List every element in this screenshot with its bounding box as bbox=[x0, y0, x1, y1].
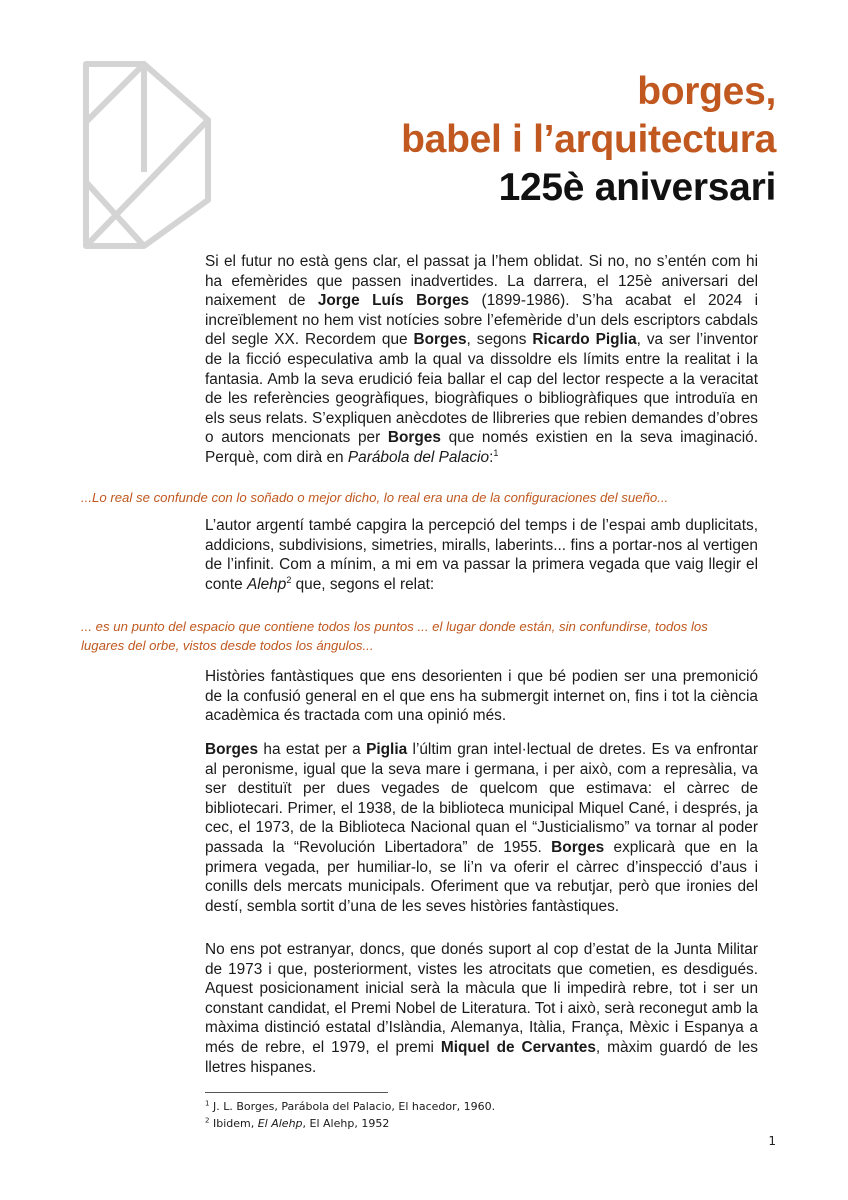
bold-name: Piglia bbox=[366, 741, 408, 758]
bold-name: Borges bbox=[551, 838, 605, 856]
bold-name: Borges bbox=[205, 741, 259, 758]
text: l’últim gran intel·lectual de dretes. Es va enfrontar al peronisme, igual que la seva mare i germana, i per això, com a represàlia, va ser destituït per dues vegades de quelcom que estimava: el càrrec de bibliotecari. Primer, el 1938, de la biblioteca municipal Miquel Cané, i després, ja cec, el 1973, de la Biblioteca Nacional quan el “Justicialismo” va tornar al poder passada la “Revolución Libertadora” de 1955. bbox=[205, 741, 758, 856]
footnote-divider bbox=[205, 1092, 388, 1093]
footnotes bbox=[205, 1098, 495, 1132]
italic-title: Parábola del Palacio bbox=[347, 448, 490, 466]
text: : bbox=[489, 448, 494, 466]
text: , va ser l’inventor de la ficció especulativa amb la qual va dissoldre els límits entre la realitat i la fantasia. Amb la seva erudició feia ballar el cap del lector respecte a la veracitat de les referències geogràfiques, biogràfiques o bibliogràfiques que introduïa en els seus relats. S’expliquen anècdotes de llibreries que rebien demandes d’obres o autors mencionats per bbox=[205, 331, 758, 447]
italic-title: Alehp bbox=[246, 575, 287, 593]
text: , segons bbox=[466, 331, 533, 349]
text: que, segons el relat: bbox=[291, 575, 435, 593]
paragraph-4 bbox=[205, 740, 758, 916]
bold-name: Ricardo Piglia bbox=[532, 331, 637, 349]
text: No ens pot estranyar, doncs, que donés suport al cop d’estat de la Junta Militar de 1973 i que, posteriorment, vistes les atrocitats que cometien, es desdigués. Aquest posicionament inicial serà la màcula que li impedirà rebre, tot i ser un constant candidat, el Premi Nobel de Literatura. Tot i això, serà reconegut amb la màxima distinció estatal d’Islàndia, Alemanya, Itàlia, França, Mèxic i Espanya a més de rebre, el 1979, el premi bbox=[205, 941, 758, 1056]
text: (1899-1986). S’ha acabat el 2024 i increïblement no hem vist notícies sobre l’efemèride d’un dels escriptors cabdals del segle XX. Recordem que bbox=[205, 292, 758, 349]
footnote-2 bbox=[205, 1115, 495, 1132]
bold-name: Borges bbox=[387, 429, 441, 447]
text: , màxim guardó de les lletres hispanes. bbox=[205, 1038, 758, 1076]
text: explicarà que en la primera vegada, per humiliar-lo, se li’n va oferir el càrrec d’inspecció d’aus i conills dels mercats municipals. Oferiment que va rebutjar, però que ironies del destí, sembla sortit d’una de les seves històries fantàstiques. bbox=[205, 838, 758, 915]
paragraph-5 bbox=[205, 940, 758, 1077]
bold-name: Borges bbox=[413, 331, 467, 349]
text: Històries fantàstiques que ens desorienten i que bé podien ser una premonició de la confusió general en el que ens ha submergit internet on, fins i tot la ciència acadèmica és tractada com una opinió més. bbox=[205, 668, 758, 725]
paragraph-2 bbox=[205, 516, 758, 594]
bold-name: Miquel de Cervantes bbox=[440, 1038, 596, 1056]
footnote-ref[interactable]: 2 bbox=[286, 574, 292, 585]
footnote-text: J. L. Borges, Parábola del Palacio, El hacedor, 1960. bbox=[212, 1100, 496, 1113]
text: Si el futur no està gens clar, el passat ja l’hem oblidat. Si no, no s’entén com hi ha efemèrides que passen inadvertides. La darrera, el 125è aniversari del naixement de bbox=[205, 253, 758, 310]
text: ha estat per a bbox=[258, 741, 367, 758]
paragraph-3 bbox=[205, 667, 758, 726]
title-line-3: 125è aniversari bbox=[498, 166, 776, 209]
paragraph-1 bbox=[205, 252, 758, 468]
quote-2: ... es un punto del espacio que contiene todos los puntos ... el lugar donde están, sin confundirse, todos los lugares del orbe, vistos desde todos los ángulos... bbox=[81, 619, 708, 653]
footnote-ref[interactable]: 1 bbox=[493, 447, 499, 458]
title-line-2: babel i l’arquitectura bbox=[401, 118, 776, 161]
bold-name: Jorge Luís Borges bbox=[317, 292, 470, 310]
architectural-logo-icon bbox=[82, 60, 214, 250]
footnote-italic: El Alehp bbox=[257, 1117, 303, 1130]
text: L’autor argentí també capgira la percepció del temps i de l’espai amb duplicitats, addicions, subdivisions, simetries, miralls, laberints... fins a portar-nos al vertigen de l’infinit. Com a mínim, a mi em va passar la primera vegada que vaig llegir el conte bbox=[205, 517, 758, 593]
footnote-number: 1 bbox=[205, 1099, 210, 1108]
title-block bbox=[401, 68, 776, 212]
text: que només existien en la seva imaginació. Perquè, com dirà en bbox=[205, 429, 758, 466]
footnote-1 bbox=[205, 1098, 495, 1115]
footnote-text: Ibidem, bbox=[212, 1117, 258, 1130]
page-number: 1 bbox=[768, 1134, 776, 1148]
footnote-text: , El Alehp, 1952 bbox=[302, 1117, 390, 1130]
quote-1: ...Lo real se confunde con lo soñado o mejor dicho, lo real era una de la configuraciones del sueño... bbox=[81, 490, 669, 505]
footnote-number: 2 bbox=[205, 1116, 210, 1125]
title-line-1: borges, bbox=[637, 70, 776, 113]
